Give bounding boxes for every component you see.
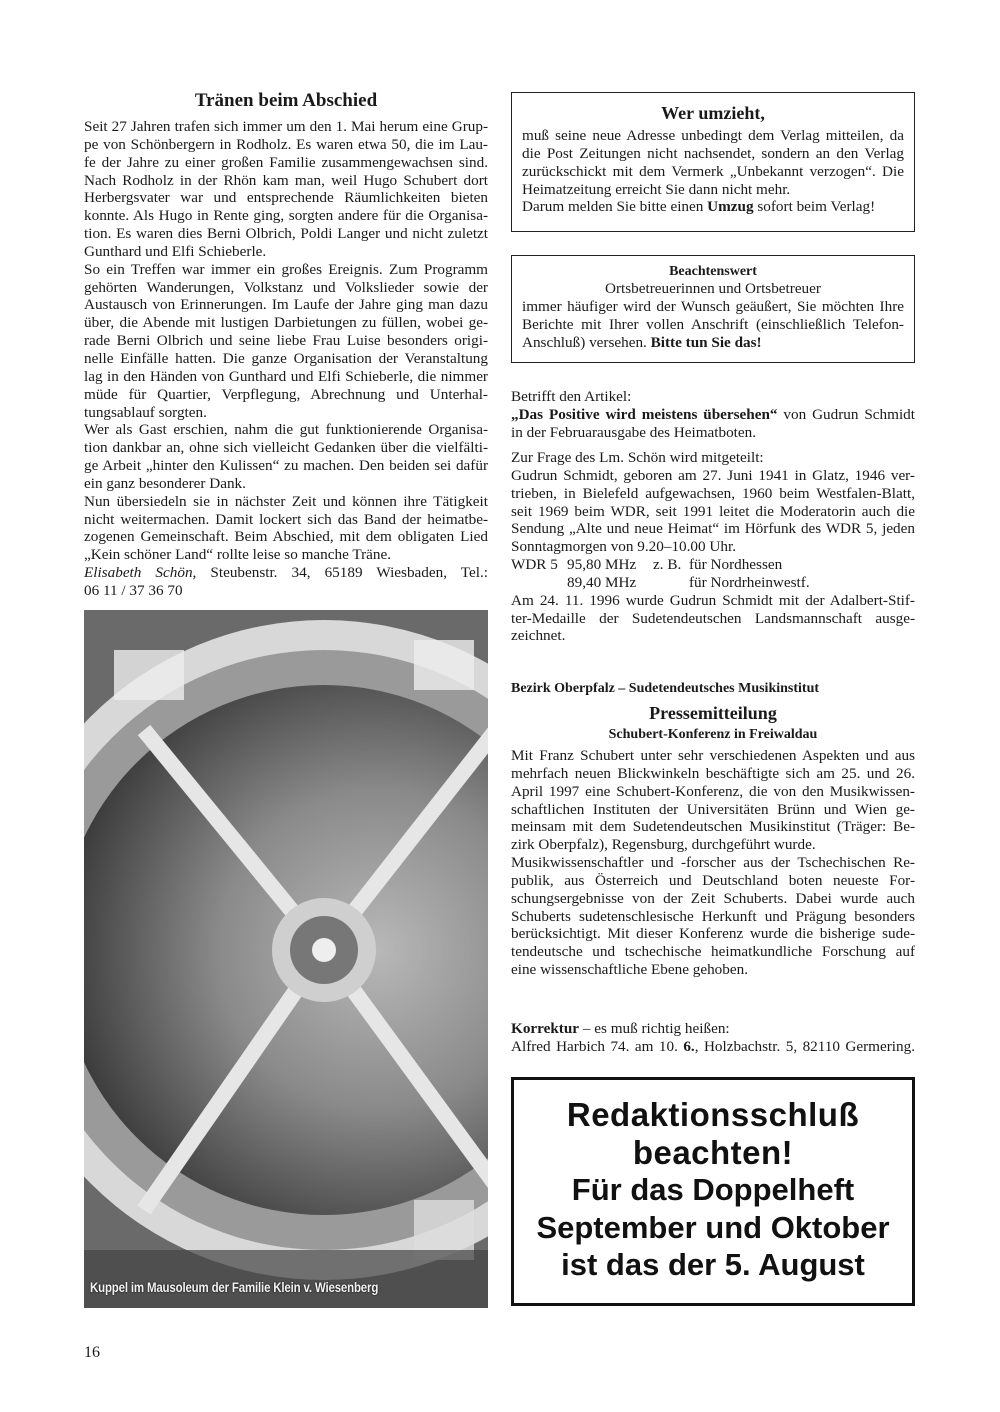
text-line [522, 334, 904, 352]
frequency-region: für Nordrheinwestf. [689, 573, 810, 591]
text-line: immer häufiger wird der Wunsch geäußert, Sie möchten Ihre [522, 297, 904, 315]
press-subtitle: Schubert-Konferenz in Freiwaldau [608, 727, 818, 742]
text-line: die Post Zeitungen nicht nachsendet, sondern an den Verlag [522, 144, 904, 162]
text-segment: Steubenstr. 34, 65189 Wiesbaden, Tel.: [196, 564, 488, 582]
text-line: nicht weitermachen. Damit lockert sich das Band der heimatbe- [84, 510, 488, 528]
text-line: Austausch von Erinnerungen. Im Laufe der Jahre ging man dazu [84, 296, 488, 314]
text-line: tion dankbar an, ohne sich vielleicht Gedanken über die vielfälti- [84, 439, 488, 457]
frequency-row [511, 556, 915, 574]
frequency-note: z. B. [653, 556, 682, 574]
frequency-freq: 95,80 MHz [567, 556, 637, 574]
text-line: fe der Jahre zu einer großen Familie zusammengewachsen sind. [84, 153, 488, 171]
text-line: gehörten Wanderungen, Volkstanz und Volkslieder sowie der [84, 278, 488, 296]
dome-image [84, 610, 488, 1308]
text-line: Wer als Gast erschien, nahm die gut funktionierende Organisa- [84, 421, 488, 439]
text-segment: Darum melden Sie bitte einen [522, 198, 708, 216]
text-line: zurückschickt mit dem Vermerk „Unbekannt verzogen“. Die [522, 162, 904, 180]
frequency-region: für Nordhessen [689, 556, 783, 574]
frequency-table [511, 556, 915, 592]
text-line: müde für Quartier, Verpflegung, Abrechnung und Unterhal- [84, 385, 488, 403]
text-segment: , Holzbachstr. 5, 82110 Germering. [694, 1037, 915, 1055]
text-line: nelle Einfälle hatten. Die ganze Organisation der Veranstaltung [84, 349, 488, 367]
text-line: 06 11 / 37 36 70 [84, 581, 183, 599]
article-title: Tränen beim Abschied [194, 90, 378, 111]
text-line: über, die Abende mit lustigen Darbietungen zu füllen, wobei ge- [84, 314, 488, 332]
text-line: Am 24. 11. 1996 wurde Gudrun Schmidt mit der Adalbert-Stif- [511, 591, 915, 609]
press-title: Pressemitteilung [649, 703, 777, 723]
deadline-line: beachten! [632, 1133, 794, 1171]
text-segment: Elisabeth Schön, [84, 564, 197, 582]
text-line: in der Februarausgabe des Heimatboten. [511, 423, 757, 441]
deadline-notice [511, 1077, 915, 1306]
text-line: rade Berni Olbrich und seine liebe Frau Luise besonders origi- [84, 332, 488, 350]
text-line: seit 1969 beim WDR, seit 1991 leitet die Moderatorin auch die [511, 502, 915, 520]
moving-notice-box [511, 92, 915, 232]
text-line [511, 1020, 915, 1038]
text-line [511, 1038, 915, 1056]
text-line: zogenen Gemeinschaft. Beim Abschied, mit dem obligaten Lied [84, 528, 488, 546]
text-segment: Bitte tun Sie das! [650, 333, 762, 351]
press-body [511, 747, 915, 979]
text-segment: 6. [683, 1037, 695, 1055]
text-line: tungsablauf sorgten. [84, 403, 207, 421]
deadline-line: September und Oktober [536, 1209, 890, 1245]
text-line: ter-Medaille der Sudetendeutschen Landsmannschaft ausge- [511, 609, 915, 627]
dome-photo [84, 610, 488, 1308]
text-line: Sonntagmorgen von 9.20–10.00 Uhr. [511, 538, 736, 556]
text-line: ge Arbeit „hinter den Kulissen“ zu machen. Den beiden sei dafür [84, 457, 488, 475]
text-line: konnte. Als Hugo in Rente ging, sorgten andere für die Organisa- [84, 207, 488, 225]
text-line: So ein Treffen war immer ein großes Ereignis. Zum Programm [84, 260, 488, 278]
deadline-line: ist das der 5. August [561, 1247, 865, 1282]
text-line: lag in den Händen von Gunthard und Elfi Schieberle, die nimmer [84, 367, 488, 385]
text-line: eine wissenschaftliche Ebene gehoben. [511, 961, 749, 979]
moving-notice-text [522, 127, 904, 216]
text-line: pe von Schönbergern in Rodholz. Es waren etwa 50, die im Lau- [84, 135, 488, 153]
text-line: Gudrun Schmidt, geboren am 27. Juni 1941 in Glatz, 1946 ver- [511, 466, 915, 484]
text-segment: „Das Positive wird meistens übersehen“ [511, 405, 778, 423]
text-line: Sendung „Alte und neue Heimat“ im Hörfunk des WDR 5, jeden [511, 520, 915, 538]
text-line: berücksichtigt. Mit dieser Konferenz wurde die bisherige sude- [511, 925, 915, 943]
text-segment: Alfred Harbich 74. am 10. [511, 1037, 684, 1055]
deadline-line: Für das Doppelheft [571, 1172, 855, 1207]
text-line: Nach Rodholz in der Rhön kam man, weil Hugo Schubert dort [84, 171, 488, 189]
press-release [511, 681, 915, 979]
text-line: Zur Frage des Lm. Schön wird mitgeteilt: [511, 449, 764, 466]
page-number: 16 [84, 1344, 100, 1361]
text-line: Berichte mit Ihrer vollen Anschrift (einschließlich Telefon- [522, 315, 904, 333]
text-segment: Korrektur [511, 1020, 580, 1037]
text-line: Nun übersiedeln sie in nächster Zeit und können ihre Tätigkeit [84, 492, 488, 510]
text-line: mehrfach neuen Blickwinkeln beschäftigte sich am 25. und 26. [511, 764, 915, 782]
text-line: „Kein schöner Land“ rollte leise so manche Träne. [84, 546, 392, 564]
text-line: zeichnet. [511, 627, 566, 645]
photo-caption: Kuppel im Mausoleum der Familie Klein v. Wiesenberg [90, 1280, 379, 1295]
frequency-freq: 89,40 MHz [567, 573, 637, 591]
correction [511, 1020, 915, 1056]
text-line: schungsergebnisse von der Zeit Schuberts. Dabei wurde auch [511, 889, 915, 907]
article-reference [511, 388, 915, 442]
text-line: Herbergsvater war und entsprechende Räumlichkeiten bieten [84, 189, 488, 207]
text-line: publik, aus Österreich und Deutschland boten neueste For- [511, 871, 915, 889]
text-line: Gunthard und Elfi Schieberle. [84, 242, 267, 260]
moving-notice-title: Wer umzieht, [661, 103, 765, 123]
text-line: tendeutsche und tschechische heimatkundliche Forschung auf [511, 943, 915, 961]
schmidt-info [511, 449, 915, 645]
text-line: Seit 27 Jahren trafen sich immer um den 1. Mai herum eine Grup- [84, 118, 488, 135]
text-line [511, 406, 915, 424]
text-line: Musikwissenschaftler und -forscher aus der Tschechischen Re- [511, 854, 915, 872]
text-line: trieben, in Bielefeld aufgewachsen, 1960 beim Westfalen-Blatt, [511, 484, 915, 502]
text-line: Heimatzeitung erreicht Sie dann nicht mehr. [522, 180, 791, 198]
frequency-row [511, 574, 915, 592]
text-line: Betrifft den Artikel: [511, 388, 632, 405]
text-line [84, 564, 488, 582]
notice-subtitle: Ortsbetreuerinnen und Ortsbetreuer [605, 280, 821, 297]
text-segment: von Gudrun Schmidt [777, 405, 915, 423]
text-line: Mit Franz Schubert unter sehr verschiedenen Aspekten und aus [511, 747, 915, 764]
deadline-line: Redaktionsschluß [566, 1096, 860, 1133]
press-kicker: Bezirk Oberpfalz – Sudetendeutsches Musikinstitut [511, 681, 820, 696]
text-segment: Umzug [707, 198, 754, 216]
text-line: schaftlichen Instituten der Universitäten Brünn und Wien ge- [511, 800, 915, 818]
notice-title: Beachtenswert [669, 264, 757, 279]
text-line: April 1997 eine Schubert-Konferenz, die von den Musikwissen- [511, 782, 915, 800]
text-line: tion. Es waren dies Berni Olbrich, Poldi Langer und nicht zuletzt [84, 225, 488, 243]
text-line: zirk Oberpfalz), Regensburg, durchgeführt wurde. [511, 836, 816, 854]
frequency-station: WDR 5 [511, 556, 558, 574]
text-segment: Anschluß) versehen. [522, 333, 651, 351]
schmidt-bio [511, 449, 915, 556]
text-line: ein ganz besonderer Dank. [84, 474, 246, 492]
notice-box [511, 255, 915, 363]
notice-text [522, 298, 904, 352]
text-line: Schuberts sudetenschlesische Herkunft und Prägung besonders [511, 907, 915, 925]
text-segment: – es muß richtig heißen: [579, 1020, 730, 1037]
text-line: meinsam mit dem Sudetendeutschen Musikinstitut (Träger: Be- [511, 818, 915, 836]
text-segment: sofort beim Verlag! [753, 198, 876, 216]
article-body [84, 118, 488, 600]
text-line: muß seine neue Adresse unbedingt dem Verlag mitteilen, da [522, 127, 904, 144]
schmidt-award [511, 592, 915, 646]
text-line [522, 198, 904, 216]
